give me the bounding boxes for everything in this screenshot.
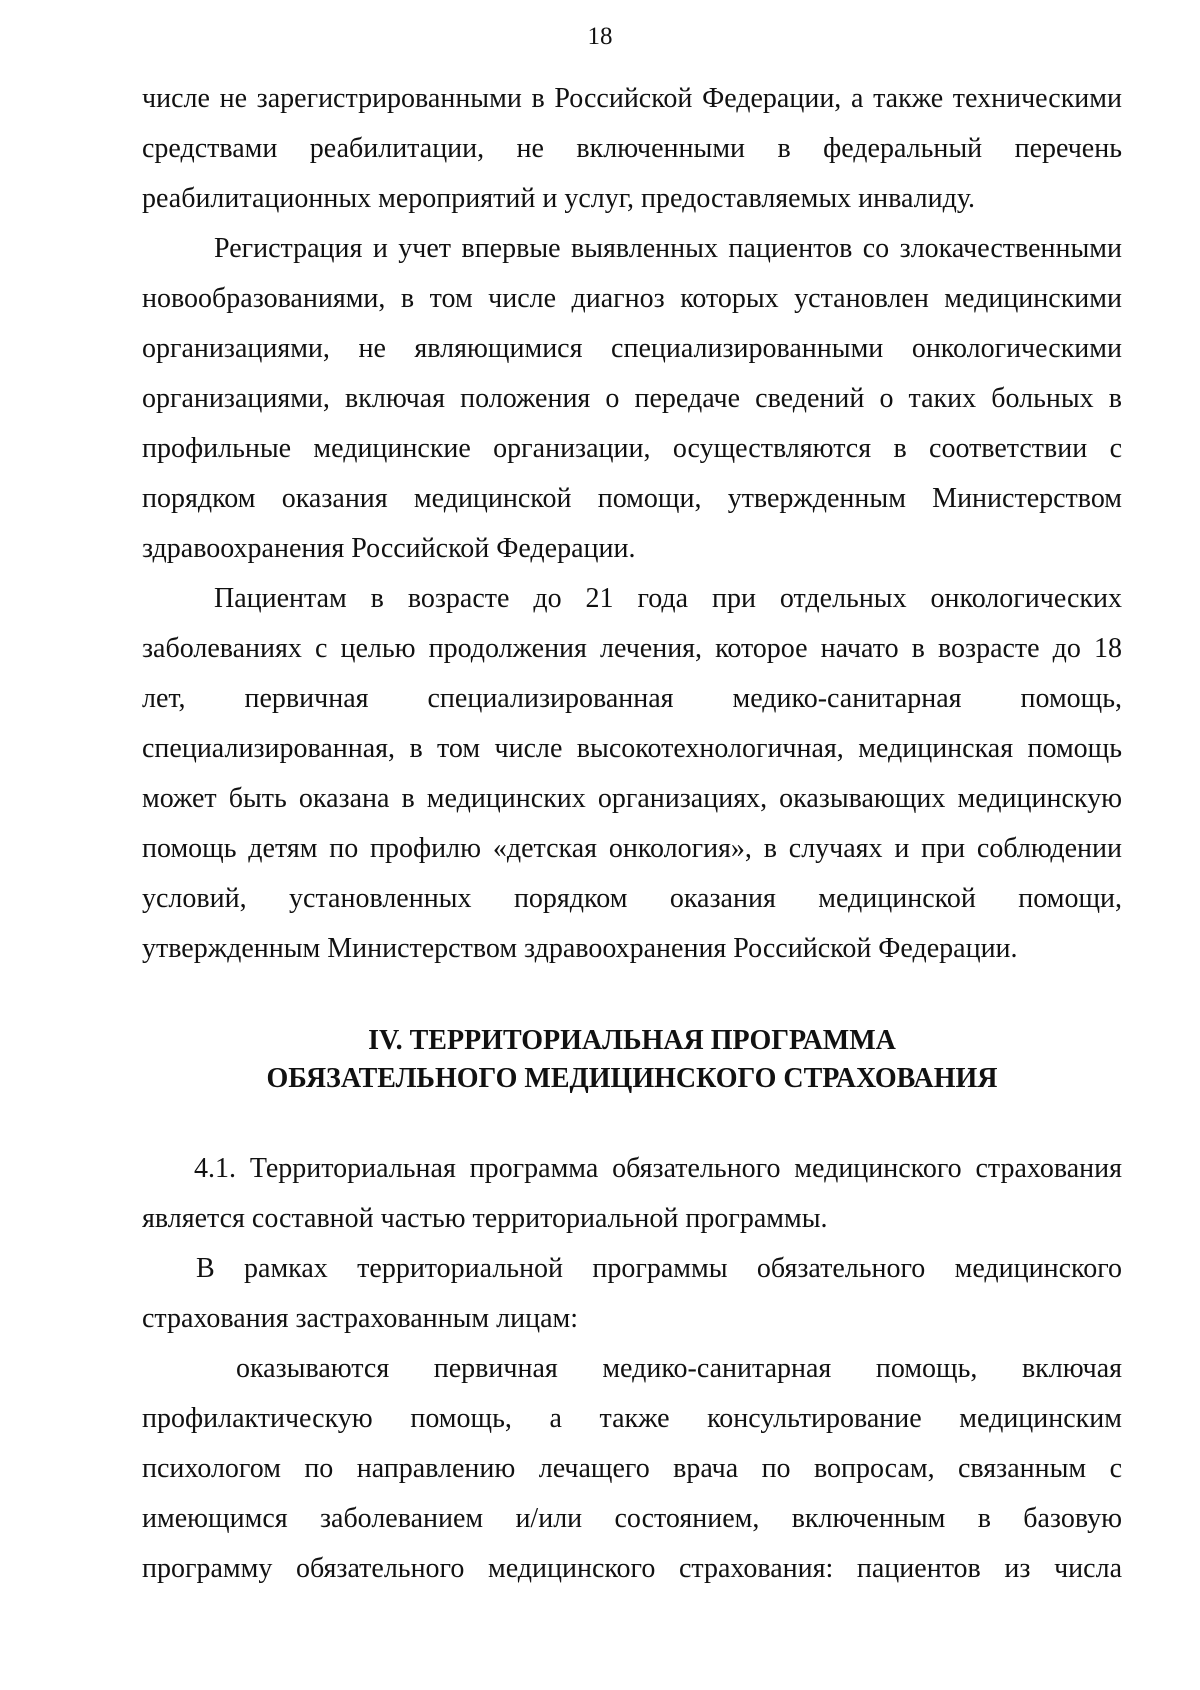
paragraph-patients-under-21 [142,574,1122,974]
text-line: новообразованиями, в том числе диагноз которых установлен медицинскими [142,283,1122,314]
text-line: организациями, включая положения о передаче сведений о таких больных в [142,383,1122,414]
text-line: заболеваниях с целью продолжения лечения, которое начато в возрасте до 18 [142,633,1122,664]
text-line: может быть оказана в медицинских организациях, оказывающих медицинскую [142,783,1122,814]
paragraph-insured-persons [142,1244,1122,1344]
text-line: лет, первичная специализированная медико-санитарная помощь, [142,683,1122,714]
text-line: здравоохранения Российской Федерации. [142,533,636,564]
text-line: помощь детям по профилю «детская онкология», в случаях и при соблюдении [142,833,1122,864]
text-line: имеющимся заболеванием и/или состоянием, включенным в базовую [142,1503,1122,1534]
document-body [142,74,1122,1594]
text-line: 4.1. Территориальная программа обязательного медицинского страхования [194,1153,1122,1184]
text-line: реабилитационных мероприятий и услуг, предоставляемых инвалиду. [142,183,976,214]
page-number: 18 [587,23,613,50]
paragraph-oncology-registration [142,224,1122,574]
text-line: Пациентам в возрасте до 21 года при отдельных онкологических [214,583,1122,614]
text-line: утвержденным Министерством здравоохранения Российской Федерации. [142,933,1018,964]
text-line: средствами реабилитации, не включенными в федеральный перечень [142,133,1122,164]
text-line: является составной частью территориальной программы. [142,1203,828,1234]
section-heading [142,974,1122,1144]
text-line: программу обязательного медицинского страхования: пациентов из числа [142,1553,1122,1584]
text-line: порядком оказания медицинской помощи, утвержденным Министерством [142,483,1122,514]
text-line: Регистрация и учет впервые выявленных пациентов со злокачественными [214,233,1122,264]
text-line: числе не зарегистрированными в Российской Федерации, а также техническими [142,83,1122,114]
section-heading-line: ОБЯЗАТЕЛЬНОГО МЕДИЦИНСКОГО СТРАХОВАНИЯ [266,1063,998,1094]
text-line: организациями, не являющимися специализированными онкологическими [142,333,1122,364]
text-line: оказываются первичная медико-санитарная помощь, включая [236,1353,1122,1384]
section-heading-line: IV. ТЕРРИТОРИАЛЬНАЯ ПРОГРАММА [368,1025,896,1056]
text-line: специализированная, в том числе высокотехнологичная, медицинская помощь [142,733,1122,764]
paragraph-continuation [142,74,1122,224]
text-line: условий, установленных порядком оказания медицинской помощи, [142,883,1122,914]
paragraph-primary-care [142,1344,1122,1594]
text-line: В рамках территориальной программы обязательного медицинского [196,1253,1122,1284]
paragraph-4-1 [142,1144,1122,1244]
text-line: страхования застрахованным лицам: [142,1303,578,1334]
text-line: психологом по направлению лечащего врача по вопросам, связанным с [142,1453,1122,1484]
text-line: профилактическую помощь, а также консультирование медицинским [142,1403,1122,1434]
text-line: профильные медицинские организации, осуществляются в соответствии с [142,433,1122,464]
